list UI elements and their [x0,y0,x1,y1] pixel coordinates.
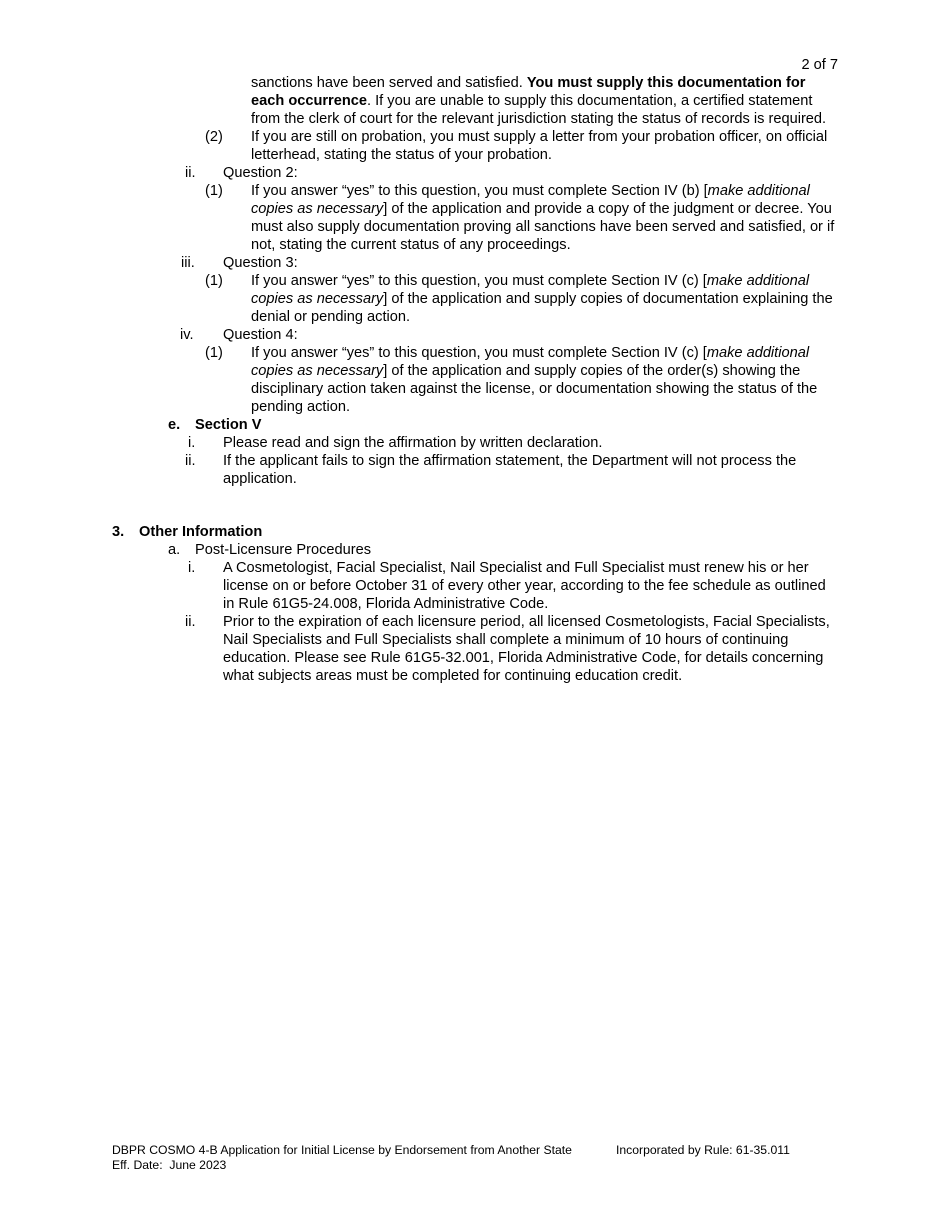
incorporated-rule: Incorporated by Rule: 61-35.011 [616,1143,790,1157]
list-marker: a. [168,542,181,558]
section-title: Other Information [139,524,263,540]
list-marker: iii. [181,255,195,271]
list-marker: (1) [205,345,223,361]
form-title: DBPR COSMO 4-B Application for Initial License by Endorsement from Another State [112,1143,572,1157]
list-item-text: A Cosmetologist, Facial Specialist, Nail Specialist and Full Specialist must renew his or her license on or before October 31 of every other year, according to the fee schedule as outlined in Rule 61G5-24.008, Florida Administrative Code. [223,560,826,612]
list-marker: 3. [112,524,125,540]
subsection-heading [168,541,950,559]
list-marker: iv. [180,327,194,343]
list-marker: (1) [205,183,223,199]
list-item-text: If the applicant fails to sign the affirmation statement, the Department will not process the application. [223,453,797,487]
list-marker: ii. [185,453,196,469]
paragraph-text: If you answer “yes” to this question, you must complete Section IV (b) [ [251,183,708,199]
section-heading [112,523,950,541]
list-item [251,74,841,128]
subsection-title: Post-Licensure Procedures [195,542,372,558]
list-item [180,326,950,344]
list-item [205,128,841,164]
paragraph-text: ] of the application and supply copies of documentation explaining the denial or pending action. [251,291,833,325]
list-item [188,559,841,613]
question-label: Question 2: [223,165,298,181]
list-marker: ii. [185,165,196,181]
paragraph-text: If you answer “yes” to this question, you must complete Section IV (c) [ [251,273,707,289]
italic-text: make additional copies as necessary [251,273,810,307]
paragraph-text: ] of the application and supply copies of the order(s) showing the disciplinary action taken against the license, or documentation showing the status of the pending action. [251,363,818,415]
section-title: Section V [195,417,262,433]
paragraph-text: sanctions have been served and satisfied. [251,75,527,91]
list-marker: ii. [185,614,196,630]
page-number: 2 of 7 [801,57,838,73]
list-marker: e. [168,417,181,433]
list-item [181,254,950,272]
list-item [185,613,841,685]
list-item-text: Prior to the expiration of each licensure period, all licensed Cosmetologists, Facial Specialists, Nail Specialists and Full Specialists shall complete a minimum of 10 hours of continuing education. Please see Rule 61G5-32.001, Florida Administrative Code, for details concerning what subjects areas must be completed for continuing education credit. [223,614,830,684]
document-body [0,74,950,685]
question-label: Question 3: [223,255,298,271]
list-item-text: If you are still on probation, you must supply a letter from your probation officer, on official letterhead, stating the status of your probation. [251,129,828,163]
list-marker: i. [188,435,196,451]
list-item [205,344,841,416]
italic-text: make additional copies as necessary [251,183,810,217]
list-item-text: Please read and sign the affirmation by written declaration. [223,435,603,451]
list-item [185,452,841,488]
italic-text: make additional copies as necessary [251,345,810,379]
list-item [205,182,841,254]
emphasis-text: You must supply this documentation for each occurrence [251,75,806,109]
list-item [188,434,841,452]
list-marker: i. [188,560,196,576]
list-marker: (1) [205,273,223,289]
list-item [205,272,841,326]
question-label: Question 4: [223,327,298,343]
section-heading [168,416,950,434]
paragraph-text: If you answer “yes” to this question, you must complete Section IV (c) [ [251,345,707,361]
list-item [185,164,950,182]
list-marker: (2) [205,129,223,145]
paragraph-text: . If you are unable to supply this documentation, a certified statement from the clerk of court for the relevant jurisdiction stating the status of records is required. [251,93,827,127]
effective-date: Eff. Date: June 2023 [112,1158,227,1172]
page-footer [112,1143,790,1173]
paragraph-text: ] of the application and provide a copy of the judgment or decree. You must also supply documentation proving all sanctions have been served and satisfied, or if not, stating the current status of any proceedings. [251,201,835,253]
